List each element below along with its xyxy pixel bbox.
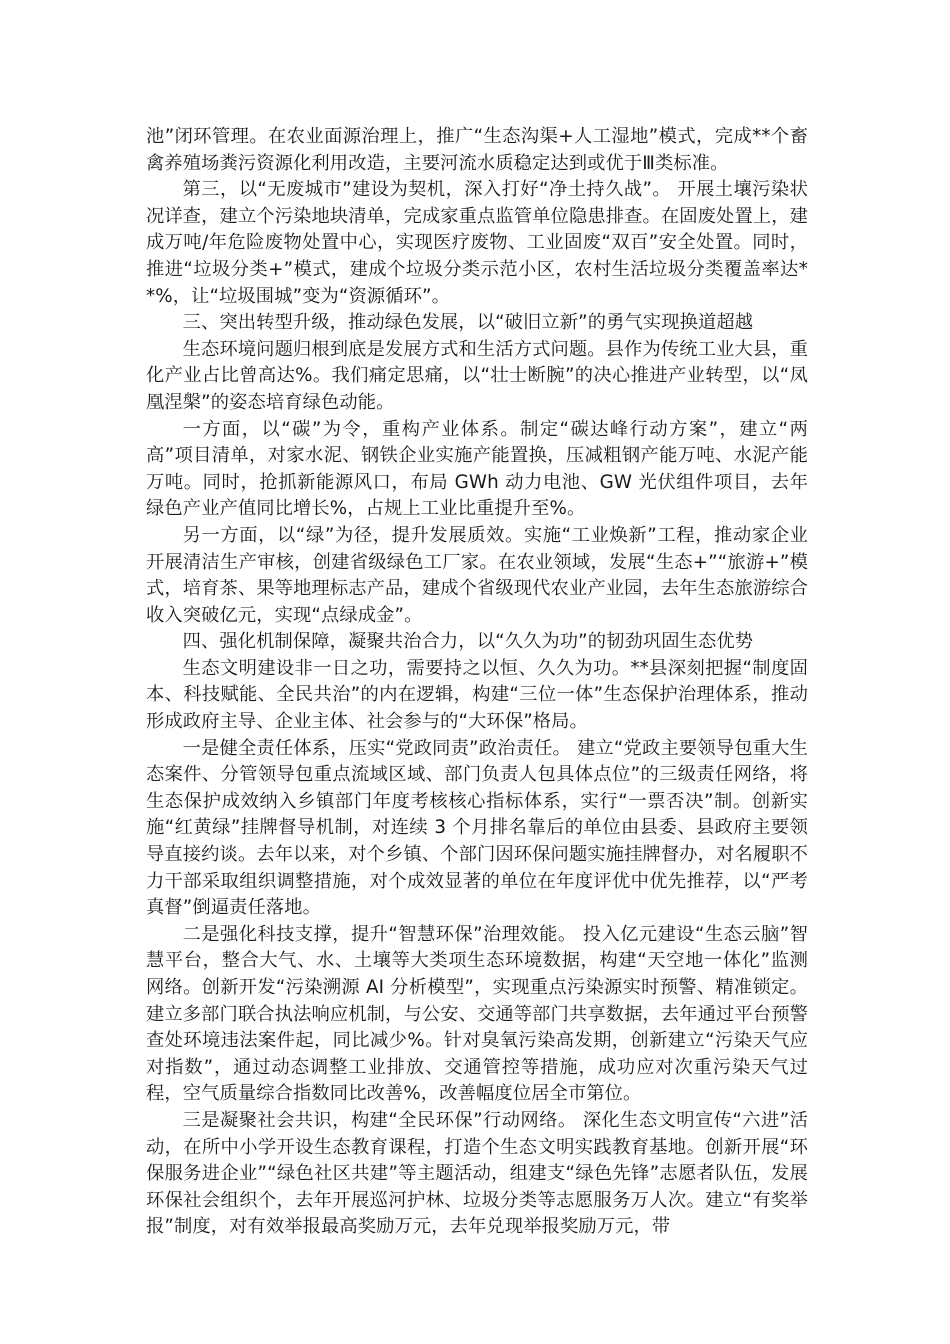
paragraph-carbon: 一方面，以“碳”为令，重构产业体系。制定“碳达峰行动方案”，建立“两高”项目清单，对家水泥、钢铁企业实施产能置换，压减粗钢产能万吨、水泥产能万吨。同时，抢抓新能源风口，布局 GWh 动力电池、GW 光伏组件项目，去年绿色产业产值同比增长%，占规上工业比重提升至%。 <box>146 418 808 520</box>
paragraph-section-four-intro: 生态文明建设非一日之功，需要持之以恒、久久为功。**县深刻把握“制度固本、科技赋能、全民共治”的内在逻辑，构建“三位一体”生态保护治理体系，推动形成政府主导、企业主体、社会参与的“大环保”格局。 <box>146 657 808 733</box>
paragraph-section-three-intro: 生态环境问题归根到底是发展方式和生活方式问题。县作为传统工业大县，重化产业占比曾高达%。我们痛定思痛，以“壮士断腕”的决心推进产业转型，以“凤凰涅槃”的姿态培育绿色动能。 <box>146 338 808 413</box>
paragraph-technology: 二是强化科技支撑，提升“智慧环保”治理效能。 投入亿元建设“生态云脑”智慧平台，整合大气、水、土壤等大类项生态环境数据，构建“天空地一体化”监测网络。创新开发“污染溯源 AI 分析模型”，实现重点污染源实时预警、精准锁定。建立多部门联合执法响应机制，与公安、交通等部门共享数据，去年通过平台预警查处环境违法案件起，同比减少%。针对臭氧污染高发期，创新建立“污染天气应对指数”，通过动态调整工业排放、交通管控等措施，成功应对次重污染天气过程，空气质量综合指数同比改善%，改善幅度位居全市第位。 <box>146 923 808 1105</box>
document-body <box>146 124 808 1241</box>
paragraph-continued: 池”闭环管理。在农业面源治理上，推广“生态沟渠+人工湿地”模式，完成**个畜禽养殖场粪污资源化利用改造，主要河流水质稳定达到或优于Ⅲ类标准。 <box>146 126 808 174</box>
paragraph-green: 另一方面，以“绿”为径，提升发展质效。实施“工业焕新”工程，推动家企业开展清洁生产审核，创建省级绿色工厂家。在农业领域，发展“生态+”“旅游+”模式，培育茶、果等地理标志产品，建成个省级现代农业产业园，去年生态旅游综合收入突破亿元，实现“点绿成金”。 <box>146 524 808 626</box>
section-heading-four: 四、强化机制保障，凝聚共治合力，以“久久为功”的韧劲巩固生态优势 <box>182 631 754 653</box>
paragraph-public-participation: 三是凝聚社会共识，构建“全民环保”行动网络。 深化生态文明宣传“六进”活动，在所中小学开设生态教育课程，打造个生态文明实践教育基地。创新开展“环保服务进企业”“绿色社区共建”等主题活动，组建支“绿色先锋”志愿者队伍，发展环保社会组织个，去年开展巡河护林、垃圾分类等志愿服务万人次。建立“有奖举报”制度，对有效举报最高奖励万元，去年兑现举报奖励万元，带 <box>146 1109 808 1238</box>
section-heading-three: 三、突出转型升级，推动绿色发展，以“破旧立新”的勇气实现换道超越 <box>182 312 754 334</box>
paragraph-third-point: 第三，以“无废城市”建设为契机，深入打好“净土持久战”。 开展土壤污染状况详查，建立个污染地块清单，完成家重点监管单位隐患排查。在固废处置上，建成万吨/年危险废物处置中心，实现医疗废物、工业固废“双百”安全处置。同时，推进“垃圾分类+”模式，建成个垃圾分类示范小区，农村生活垃圾分类覆盖率达**%，让“垃圾围城”变为“资源循环”。 <box>146 179 808 307</box>
paragraph-responsibility: 一是健全责任体系，压实“党政同责”政治责任。 建立“党政主要领导包重大生态案件、分管领导包重点流域区域、部门负责人包具体点位”的三级责任网络，将生态保护成效纳入乡镇部门年度考核核心指标体系，实行“一票否决”制。创新实施“红黄绿”挂牌督导机制，对连续 3 个月排名靠后的单位由县委、县政府主要领导直接约谈。去年以来，对个乡镇、个部门因环保问题实施挂牌督办，对名履职不力干部采取组织调整措施，对个成效显著的单位在年度评优中优先推荐，以“严考真督”倒逼责任落地。 <box>146 737 808 919</box>
